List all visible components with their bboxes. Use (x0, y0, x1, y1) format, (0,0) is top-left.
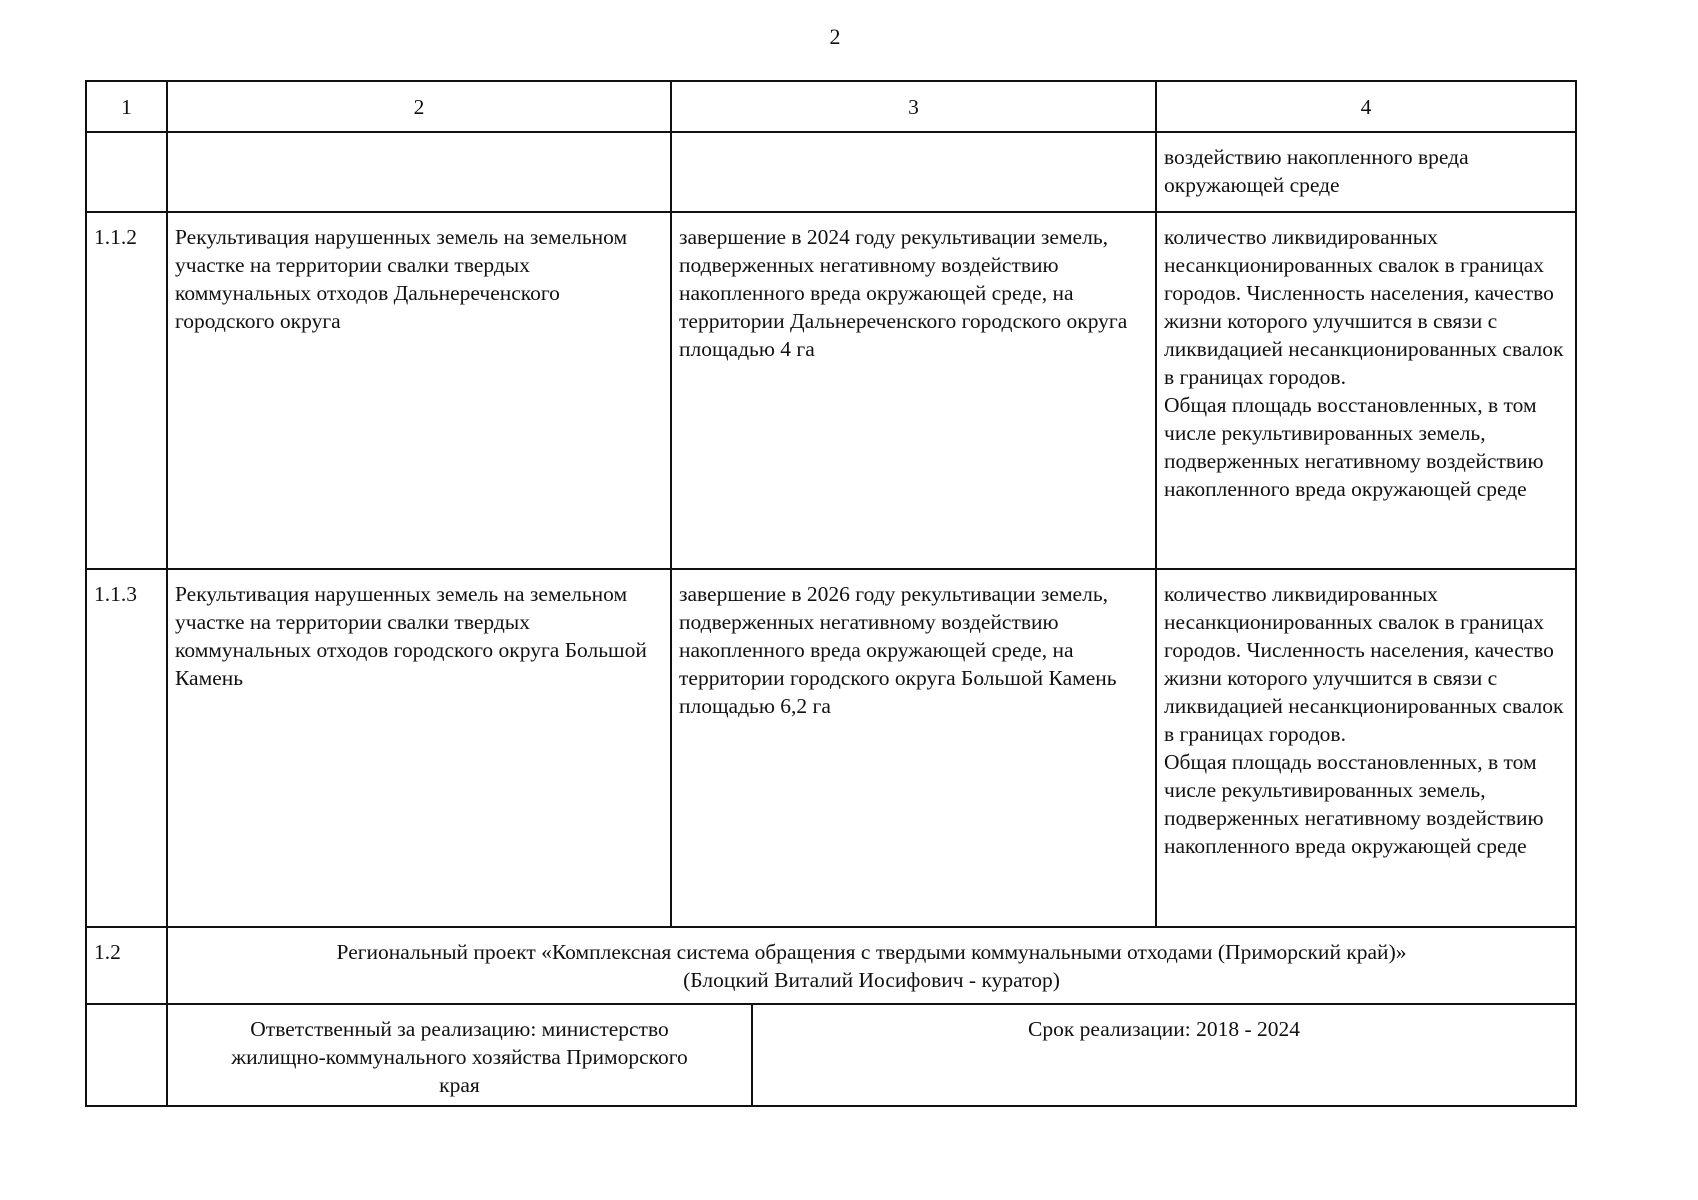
indicator-text-2: Общая площадь восстановленных, в том числе рекультивированных земель, подверженных негативному воздействию накопленного вреда окружающей среде (1164, 393, 1544, 501)
responsible-cell: Ответственный за реализацию: министерство жилищно-коммунального хозяйства Приморского края (167, 1004, 752, 1106)
indicator-cell (1156, 569, 1576, 927)
table-row-continuation (86, 132, 1576, 212)
measure-name: Рекультивация нарушенных земель на земельном участке на территории свалки твердых коммунальных отходов городского округа Большой Камень (167, 569, 671, 927)
indicator-cell: воздействию накопленного вреда окружающей среде (1156, 132, 1576, 212)
page-number: 2 (829, 24, 841, 49)
measure-name: Рекультивация нарушенных земель на земельном участке на территории свалки твердых коммунальных отходов Дальнереченского городского округа (167, 212, 671, 569)
program-table (85, 80, 1577, 1107)
column-numbers-row (86, 81, 1576, 132)
indicator-text-1: количество ликвидированных несанкционированных свалок в границах городов. Численность населения, качество жизни которого улучшится в связи с ликвидацией несанкционированных свалок в границах городов. (1164, 582, 1564, 746)
empty-cell (86, 132, 167, 212)
measure-result: завершение в 2024 году рекультивации земель, подверженных негативному воздействию накопленного вреда окружающей среде, на территории Дальнереченского городского округа площадью 4 га (671, 212, 1156, 569)
table-row-1-1-2 (86, 212, 1576, 569)
measure-result: завершение в 2026 году рекультивации земель, подверженных негативному воздействию накопленного вреда окружающей среде, на территории городского округа Большой Камень площадью 6,2 га (671, 569, 1156, 927)
term-cell: Срок реализации: 2018 - 2024 (752, 1004, 1576, 1106)
column-number-3: 3 (671, 81, 1156, 132)
empty-cell (86, 1004, 167, 1106)
project-title: Региональный проект «Комплексная система обращения с твердыми коммунальными отходами (Приморский край)» (336, 940, 1407, 964)
project-curator: (Блоцкий Виталий Иосифович - куратор) (683, 968, 1060, 992)
column-number-2: 2 (167, 81, 671, 132)
table-row-1-2-project (86, 927, 1576, 1004)
row-number: 1.1.3 (86, 569, 167, 927)
indicator-text-2: Общая площадь восстановленных, в том числе рекультивированных земель, подверженных негативному воздействию накопленного вреда окружающей среде (1164, 750, 1544, 858)
row-number: 1.1.2 (86, 212, 167, 569)
column-number-4: 4 (1156, 81, 1576, 132)
indicator-cell (1156, 212, 1576, 569)
table-row-responsible (86, 1004, 1576, 1106)
empty-cell (671, 132, 1156, 212)
column-number-1: 1 (86, 81, 167, 132)
empty-cell (167, 132, 671, 212)
indicator-text-1: количество ликвидированных несанкционированных свалок в границах городов. Численность населения, качество жизни которого улучшится в связи с ликвидацией несанкционированных свалок в границах городов. (1164, 225, 1564, 389)
project-title-cell (167, 927, 1576, 1004)
row-number: 1.2 (86, 927, 167, 1004)
table-row-1-1-3 (86, 569, 1576, 927)
